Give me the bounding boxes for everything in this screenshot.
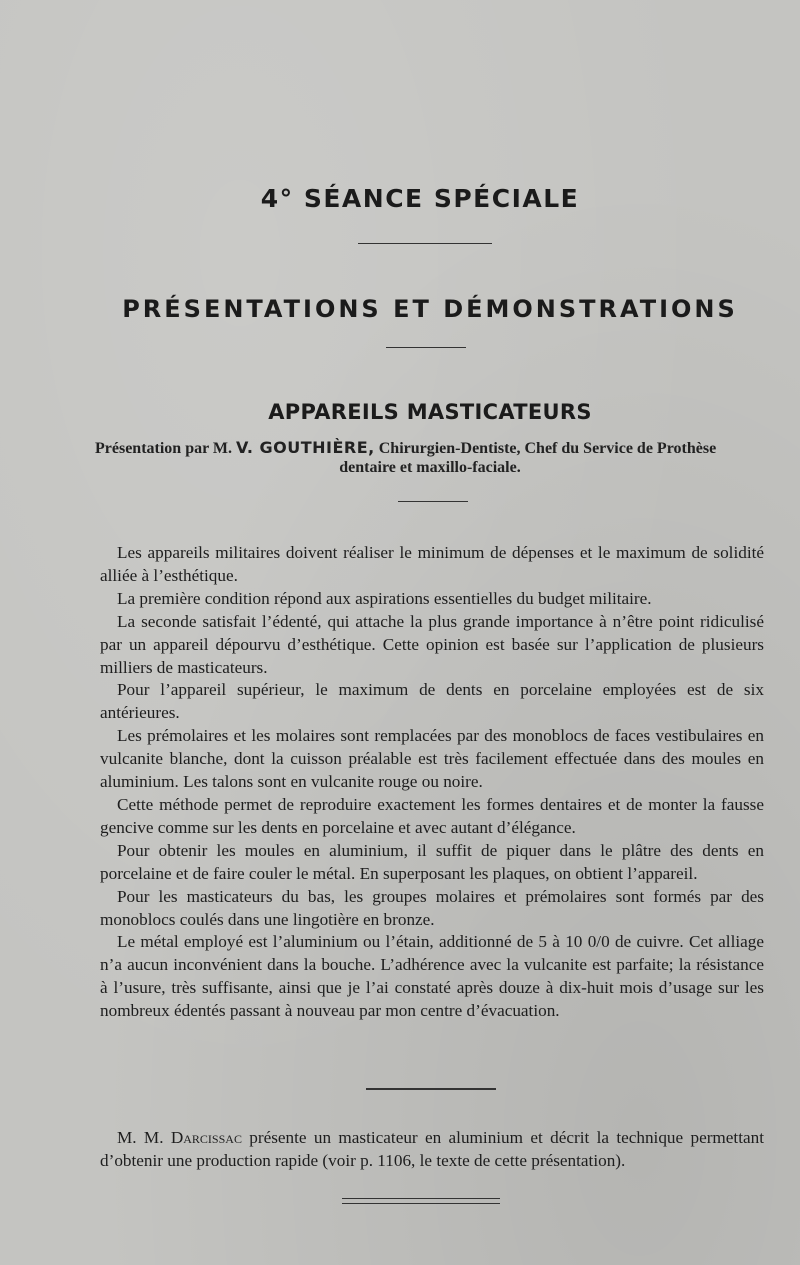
final-divider-top: [342, 1198, 500, 1199]
paragraph: Les appareils militaires doivent réaliser le minimum de dépenses et le maximum de solidité alliée à l’esthétique.: [100, 543, 764, 585]
byline-prefix: Présentation par M.: [95, 440, 237, 457]
session-title: 4° SÉANCE SPÉCIALE: [260, 184, 580, 213]
paragraph: Le métal employé est l’aluminium ou l’étain, additionné de 5 à 10 0/0 de cuivre. Cet alliage n’a aucun inconvénient dans la bouche. L’adhérence avec la vulcanite est parfaite; la résistance à l’usure, très suffisante, ainsi que je l’ai constaté après douze à dix-huit mois d’usage sur les nombreux édentés passant à nouveau par mon centre d’évacuation.: [100, 932, 764, 1021]
presenter-name: Darcissac: [170, 1128, 242, 1147]
section-title: PRÉSENTATIONS ET DÉMONSTRATIONS: [122, 295, 738, 323]
byline-continuation: dentaire et maxillo-faciale.: [339, 459, 521, 476]
article-end-divider: [366, 1088, 496, 1090]
section-divider: [386, 347, 466, 348]
byline: [95, 438, 785, 458]
paragraph: [100, 1127, 764, 1173]
article-body: [100, 542, 764, 1023]
darcissac-note: [100, 1127, 764, 1173]
title-divider: [358, 243, 492, 244]
paragraph: Pour obtenir les moules en aluminium, il suffit de piquer dans le plâtre des dents en porcelaine et de faire couler le métal. En superposant les plaques, on obtient l’appareil.: [100, 840, 764, 883]
article-title: APPAREILS MASTICATEURS: [268, 400, 592, 424]
paragraph: Cette méthode permet de reproduire exactement les formes dentaires et de monter la fausse gencive comme sur les dents en porcelaine et avec autant d’élégance.: [100, 794, 764, 837]
paragraph: La première condition répond aux aspirations essentielles du budget militaire.: [117, 588, 652, 608]
paragraph: La seconde satisfait l’édenté, qui attache la plus grande importance à n’être point ridiculisé par un appareil dépourvu d’esthétique. Cette opinion est basée sur l’application de plusieurs milliers de masticateurs.: [100, 611, 764, 677]
author-name: V. GOUTHIÈRE,: [236, 438, 375, 457]
paragraph: Pour les masticateurs du bas, les groupes molaires et prémolaires sont formés par des monoblocs coulés dans une lingotière en bronze.: [100, 886, 764, 929]
author-role: Chirurgien-Dentiste, Chef du Service de Prothèse: [374, 440, 717, 457]
byline-divider: [398, 501, 468, 502]
paragraph: Pour l’appareil supérieur, le maximum de dents en porcelaine employées est de six antérieures.: [100, 680, 764, 723]
paragraph: Les prémolaires et les molaires sont remplacées par des monoblocs de faces vestibulaires en vulcanite blanche, dont la cuisson préalable est très facilement effectuée dans des moules en aluminium. Les talons sont en vulcanite rouge ou noire.: [100, 726, 764, 792]
note-text: présente un masticateur en aluminium et décrit la technique permettant d’obtenir une production rapide (voir p. 1106, le texte de cette présentation).: [100, 1128, 764, 1170]
final-divider-bottom: [342, 1203, 500, 1204]
note-prefix: M. M.: [117, 1128, 171, 1147]
